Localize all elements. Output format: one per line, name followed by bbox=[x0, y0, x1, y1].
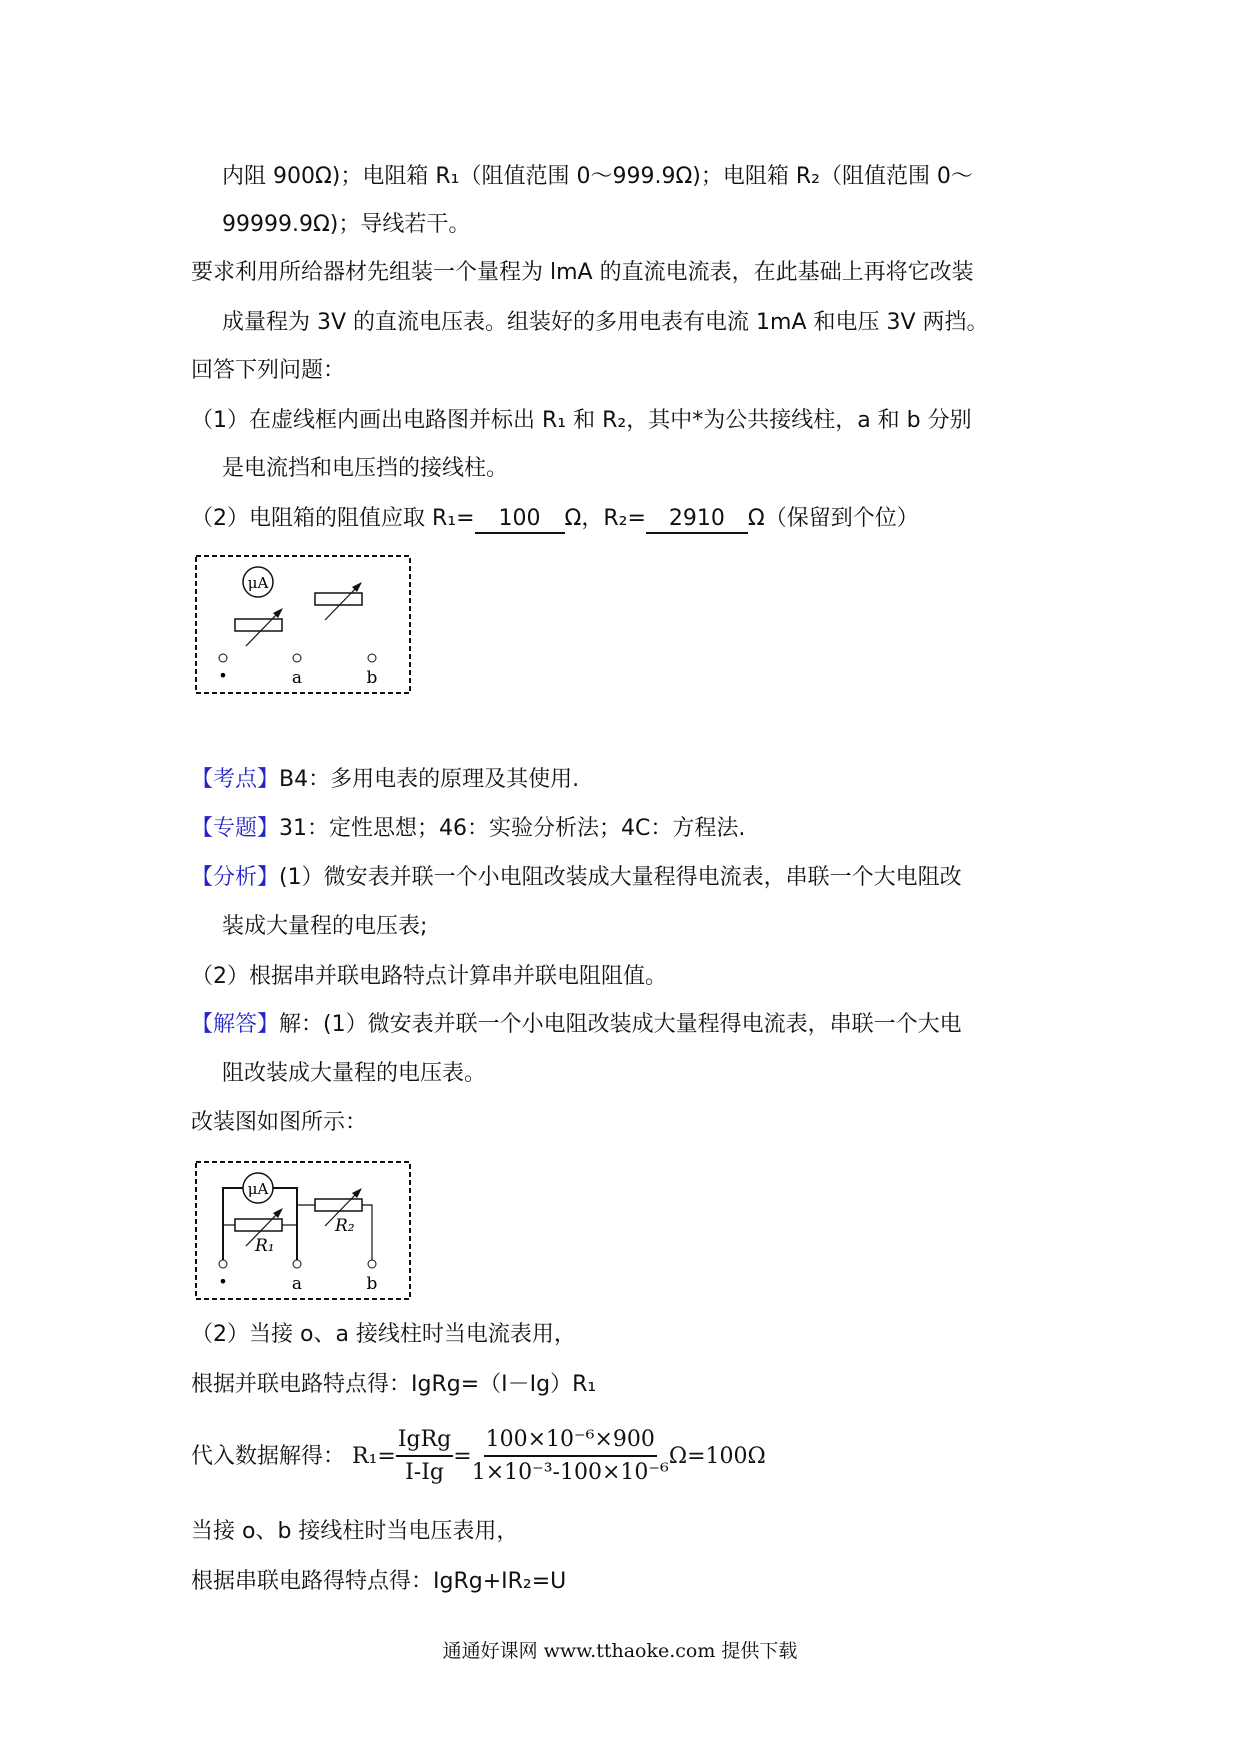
fenxi-line bbox=[191, 863, 962, 893]
text-line: 成量程为 3V 的直流电压表。组装好的多用电表有电流 1mA 和电压 3V 两挡。 bbox=[222, 310, 989, 335]
fraction-numeric bbox=[472, 1425, 669, 1489]
label-a: a bbox=[291, 668, 303, 688]
zhuanti-text: 31：定性思想；46：实验分析法；4C：方程法. bbox=[279, 816, 746, 841]
text-line: 根据并联电路特点得：IgRg=（I－Ig）R₁ bbox=[191, 1372, 597, 1397]
dashed-frame bbox=[196, 556, 410, 693]
terminal-a bbox=[293, 654, 301, 662]
blank-circuit-diagram bbox=[195, 555, 411, 694]
tag-kaodian: 【考点】 bbox=[191, 767, 280, 792]
terminal-b bbox=[368, 1260, 376, 1268]
resistor-r1-icon bbox=[235, 1219, 282, 1231]
text-line: 装成大量程的电压表; bbox=[222, 914, 428, 939]
label-b: b bbox=[366, 668, 378, 688]
formula-label: 代入数据解得： bbox=[191, 1444, 346, 1469]
q2-mid: Ω，R₂= bbox=[564, 506, 646, 531]
numerator: IgRg bbox=[396, 1425, 453, 1457]
resistor-r2-icon bbox=[315, 1199, 362, 1211]
tag-fenxi: 【分析】 bbox=[191, 865, 280, 890]
denominator: I-Ig bbox=[405, 1460, 444, 1485]
label-common: • bbox=[218, 1272, 228, 1291]
solution-circuit-diagram bbox=[195, 1161, 411, 1300]
label-common: • bbox=[218, 666, 228, 685]
terminal-b bbox=[368, 654, 376, 662]
terminal-common bbox=[219, 654, 227, 662]
text-line: （1）在虚线框内画出电路图并标出 R₁ 和 R₂，其中*为公共接线柱，a 和 b 分别 bbox=[191, 408, 972, 433]
formula-lhs: R₁= bbox=[352, 1444, 396, 1469]
text-line: （2）当接 o、a 接线柱时当电流表用， bbox=[191, 1322, 576, 1347]
meter-label: μA bbox=[247, 574, 269, 592]
text-line: 内阻 900Ω)；电阻箱 R₁（阻值范围 0～999.9Ω)；电阻箱 R₂（阻值范围 0～ bbox=[222, 164, 973, 189]
text-line: 改装图如图所示： bbox=[191, 1110, 368, 1135]
denominator: 1×10⁻³-100×10⁻⁶ bbox=[471, 1460, 669, 1485]
tag-jieda: 【解答】 bbox=[191, 1012, 280, 1037]
text-line: 99999.9Ω)；导线若干。 bbox=[222, 212, 471, 237]
q2-prefix: （2）电阻箱的阻值应取 R₁= bbox=[191, 506, 475, 531]
text-line: 要求利用所给器材先组装一个量程为 lmA 的直流电流表，在此基础上再将它改装 bbox=[191, 260, 974, 285]
footer: 通通好课网 www.tthaoke.com 提供下载 bbox=[442, 1640, 798, 1662]
text-line: （2）根据串并联电路特点计算串并联电阻阻值。 bbox=[191, 964, 667, 989]
answer-r2: 2910 bbox=[646, 506, 748, 534]
text-line: 当接 o、b 接线柱时当电压表用， bbox=[191, 1519, 519, 1544]
fenxi-text: (1）微安表并联一个小电阻改装成大量程得电流表，串联一个大电阻改 bbox=[279, 865, 962, 890]
text-line: 是电流挡和电压挡的接线柱。 bbox=[222, 456, 509, 481]
fraction-symbolic bbox=[396, 1425, 453, 1489]
tag-zhuanti: 【专题】 bbox=[191, 816, 280, 841]
text-line: 阻改装成大量程的电压表。 bbox=[222, 1061, 487, 1086]
text-line: 回答下列问题： bbox=[191, 358, 346, 383]
dashed-frame bbox=[196, 1162, 410, 1299]
formula-line: 代入数据解得： R₁= $\frac{\text{IgRg}}{I-Ig}$ = $\frac{\text{100×10⁻⁶×900}}{\text{1×10⁻³-100×10⁻⁶}}$ Ω=100Ω bbox=[191, 1422, 766, 1492]
resistor-r2-icon bbox=[315, 593, 362, 605]
label-b: b bbox=[366, 1274, 378, 1294]
label-r1: R₁ bbox=[255, 1236, 275, 1256]
answer-r1: 100 bbox=[475, 506, 565, 534]
text-line: 根据串联电路得特点得：IgRg+IR₂=U bbox=[191, 1569, 567, 1594]
meter-label: μA bbox=[247, 1180, 269, 1198]
jieda-line bbox=[191, 1010, 962, 1040]
jieda-text: 解：(1）微安表并联一个小电阻改装成大量程得电流表，串联一个大电 bbox=[279, 1012, 962, 1037]
zhuanti-line bbox=[191, 814, 745, 844]
label-r2: R₂ bbox=[335, 1216, 355, 1236]
kaodian-line bbox=[191, 765, 579, 795]
terminal-common bbox=[219, 1260, 227, 1268]
kaodian-text: B4：多用电表的原理及其使用. bbox=[279, 767, 580, 792]
numerator: 100×10⁻⁶×900 bbox=[484, 1425, 657, 1457]
resistor-r1-icon bbox=[235, 619, 282, 631]
question-2 bbox=[191, 504, 919, 534]
label-a: a bbox=[291, 1274, 303, 1294]
terminal-a bbox=[293, 1260, 301, 1268]
formula-result: Ω=100Ω bbox=[668, 1444, 766, 1469]
q2-suffix: Ω（保留到个位） bbox=[747, 506, 919, 531]
